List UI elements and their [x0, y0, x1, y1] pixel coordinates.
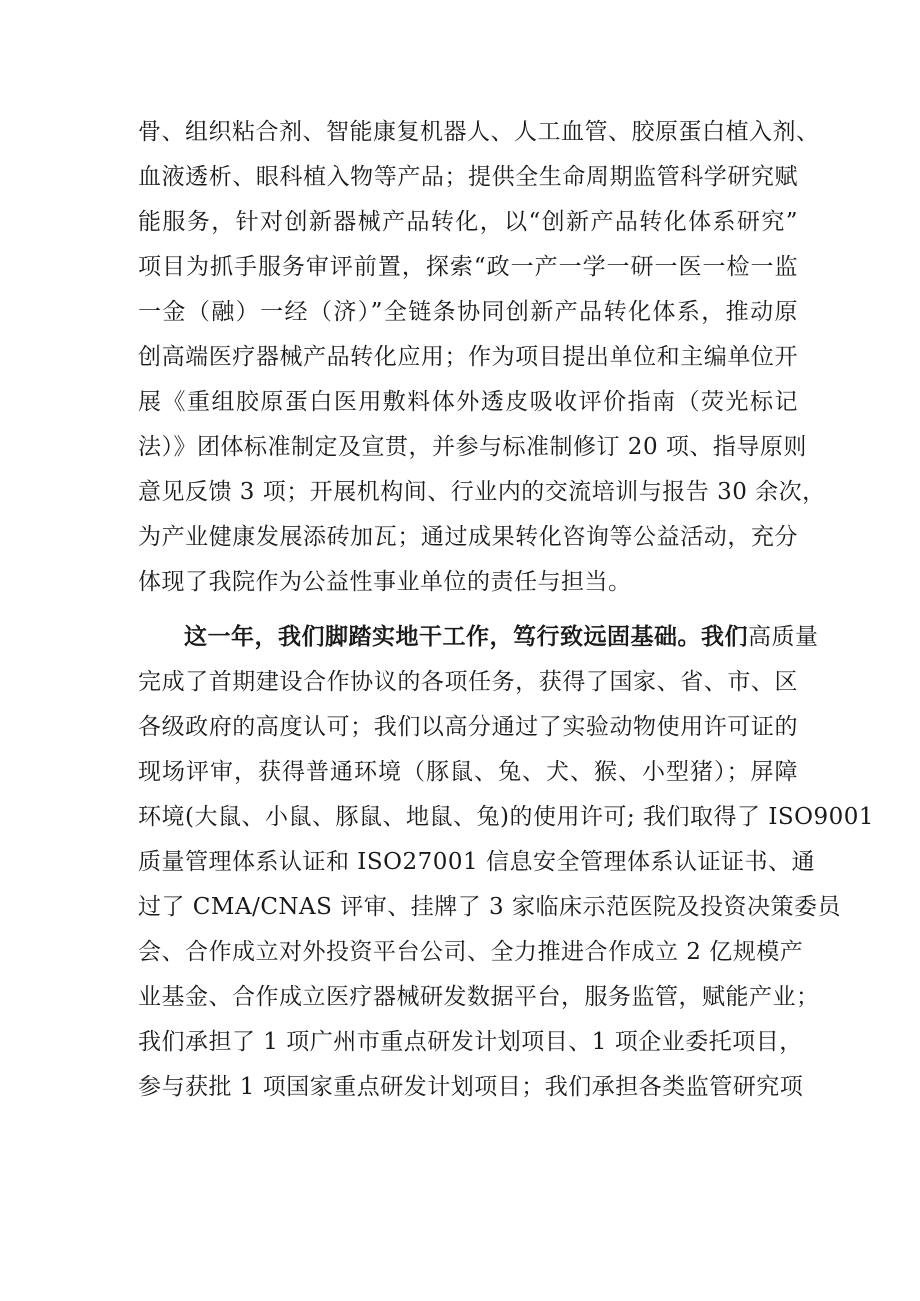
paragraph-2-lead-rest: 高质量 [748, 624, 819, 650]
paragraph-1-line-7: 展《重组胶原蛋白医用敷料体外透皮吸收评价指南（荧光标记 [138, 389, 798, 415]
paragraph-2-line-7: 过了 CMA/CNAS 评审、挂牌了 3 家临床示范医院及投资决策委员 [138, 894, 841, 920]
paragraph-1-line-6: 创高端医疗器械产品转化应用；作为项目提出单位和主编单位开 [138, 344, 798, 370]
paragraph-1-line-3: 能服务，针对创新器械产品转化，以“创新产品转化体系研究” [138, 209, 798, 235]
paragraph-2-line-2: 完成了首期建设合作协议的各项任务，获得了国家、省、市、区 [138, 669, 798, 695]
paragraph-2-line-5: 环境(大鼠、小鼠、豚鼠、地鼠、兔)的使用许可; 我们取得了 ISO9001 [138, 804, 875, 830]
paragraph-2-line-4: 现场评审，获得普通环境（豚鼠、兔、犬、猴、小型猪）；屏障 [138, 759, 798, 785]
paragraph-1-line-1: 骨、组织粘合剂、智能康复机器人、人工血管、胶原蛋白植入剂、 [138, 119, 820, 145]
paragraph-1-line-4: 项目为抓手服务审评前置，探索“政一产一学一研一医一检一监 [138, 254, 798, 280]
paragraph-1-line-2: 血液透析、眼科植入物等产品；提供全生命周期监管科学研究赋 [138, 164, 798, 190]
paragraph-2-line-3: 各级政府的高度认可；我们以高分通过了实验动物使用许可证的 [138, 714, 798, 740]
paragraph-1-line-9: 意见反馈 3 项；开展机构间、行业内的交流培训与报告 30 余次， [138, 479, 826, 505]
paragraph-1-line-8: 法）》团体标准制定及宣贯，并参与标准制修订 20 项、指导原则 [138, 434, 807, 460]
paragraph-1-line-10: 为产业健康发展添砖加瓦；通过成果转化咨询等公益活动，充分 [138, 524, 798, 550]
paragraph-2-lead-bold: 这一年，我们脚踏实地干工作，笃行致远固基础。我们 [184, 623, 748, 650]
paragraph-2-line-11: 参与获批 1 项国家重点研发计划项目；我们承担各类监管研究项 [138, 1074, 804, 1100]
paragraph-1-line-5: 一金（融）一经（济）”全链条协同创新产品转化体系，推动原 [138, 299, 798, 325]
paragraph-2-line-1 [184, 617, 819, 657]
paragraph-2-line-8: 会、合作成立对外投资平台公司、全力推进合作成立 2 亿规模产 [138, 939, 804, 965]
paragraph-2-line-10: 我们承担了 1 项广州市重点研发计划项目、1 项企业委托项目， [138, 1029, 803, 1055]
paragraph-2-line-6: 质量管理体系认证和 ISO27001 信息安全管理体系认证证书、通 [138, 849, 815, 875]
paragraph-1-line-11: 体现了我院作为公益性事业单位的责任与担当。 [138, 569, 632, 595]
paragraph-2-line-9: 业基金、合作成立医疗器械研发数据平台，服务监管，赋能产业； [138, 984, 820, 1010]
